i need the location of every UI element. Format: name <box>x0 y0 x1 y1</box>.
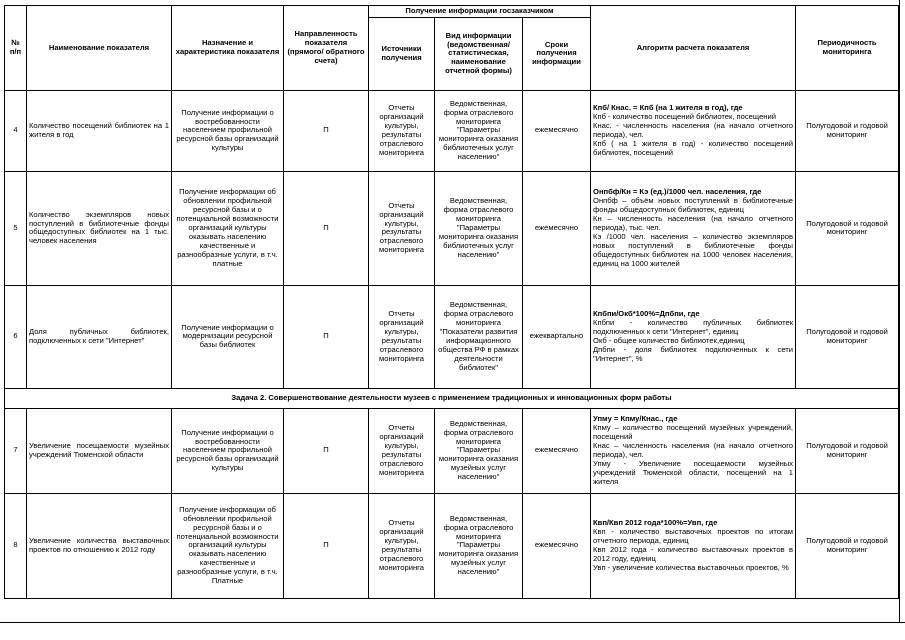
algorithm-line: Кнас. - численность населения (на начало отчетного периода), чел. <box>593 121 794 139</box>
algorithm-formula: Упму = Кпму/Кнас., где <box>593 414 678 424</box>
row-deadline: ежемесячно <box>523 171 591 285</box>
row-name: Увеличение количества выставочных проектов по отношению к 2012 году <box>27 493 172 598</box>
row-num: 7 <box>5 408 27 493</box>
algorithm-line: Кпб - количество посещений библиотек, посещений <box>593 112 776 122</box>
algorithm-line: Квп - количество выставочных проектов по итогам отчетного периода, единиц <box>593 527 794 545</box>
row-algorithm <box>591 285 796 388</box>
algorithm-line: Онпбф – объём новых поступлений в библиотечные фонды общедоступных библиотек, единиц <box>593 196 794 215</box>
algorithm-line: Кнас – численность населения (на начало отчетного периода), чел. <box>593 441 794 459</box>
algorithm-line: Упму - Увеличение посещаемости музейных учреждений Тюменской области, посещений на 1 жителя <box>593 458 794 486</box>
row-deadline: ежемесячно <box>523 493 591 598</box>
algorithm-line: Дпбпи - доля библиотек подключенных к сети "Интернет", % <box>593 344 794 363</box>
scan-line-bottom <box>0 622 905 623</box>
row-info-type: Ведомственная, форма отраслевого мониторинга "Параметры мониторинга оказания библиотечных услуг населению" <box>435 171 523 285</box>
algorithm-line: Кэ /1000 чел. населения – количество экземпляров новых поступлений в библиотечные фонды общедоступных библиотек на 1000 человек населения, единиц на 1000 жителей <box>593 231 794 268</box>
col-info-type-header: Вид информации (ведомственная/ статистическая, наименование отчетной формы) <box>435 17 523 90</box>
row-periodicity: Полугодовой и годовой мониторинг <box>796 408 899 493</box>
col-sources-header: Источники получения <box>369 17 435 90</box>
algorithm-line: Окб - общее количество библиотек,единиц <box>593 335 745 345</box>
row-periodicity: Полугодовой и годовой мониторинг <box>796 171 899 285</box>
row-periodicity: Полугодовой и годовой мониторинг <box>796 285 899 388</box>
row-algorithm <box>591 408 796 493</box>
row-sources: Отчеты организаций культуры, результаты отраслевого мониторинга <box>369 171 435 285</box>
table-row <box>5 90 899 171</box>
row-direction: П <box>284 90 369 171</box>
col-algorithm-header: Алгоритм расчета показателя <box>591 6 796 91</box>
algorithm-line: Кпб ( на 1 жителя в год) - количество посещений библиотек, посещений <box>593 138 794 157</box>
algorithm-formula: Кпб/ Кнас. = Кпб (на 1 жителя в год), где <box>593 103 743 113</box>
table-row <box>5 171 899 285</box>
row-info-type: Ведомственная, форма отраслевого мониторинга "Параметры мониторинга оказания музейных услуг населению" <box>435 408 523 493</box>
row-num: 5 <box>5 171 27 285</box>
row-info-type: Ведомственная, форма отраслевого мониторинга "Параметры мониторинга оказания библиотечных услуг населению" <box>435 90 523 171</box>
algorithm-formula: Онпбф/Кн = Кэ (ед.)/1000 чел. населения, где <box>593 187 762 197</box>
indicator-table <box>4 5 899 599</box>
table-row <box>5 493 899 598</box>
col-deadline-header: Сроки получения информации <box>523 17 591 90</box>
table-row <box>5 408 899 493</box>
algorithm-line: Увп - увеличение количества выставочных проектов, % <box>593 562 789 572</box>
row-sources: Отчеты организаций культуры, результаты отраслевого мониторинга <box>369 493 435 598</box>
row-sources: Отчеты организаций культуры, результаты отраслевого мониторинга <box>369 90 435 171</box>
row-purpose: Получение информации об обновлении профильной ресурсной базы и о потенциальной возможности организаций культуры оказывать населению качественные и разнообразные услуги, в т.ч. платные <box>172 171 284 285</box>
algorithm-line: Квп 2012 года - количество выставочных проектов в 2012 году, единиц <box>593 544 794 563</box>
row-name: Количество посещений библиотек на 1 жителя в год <box>27 90 172 171</box>
row-deadline: ежемесячно <box>523 90 591 171</box>
row-algorithm <box>591 171 796 285</box>
row-direction: П <box>284 408 369 493</box>
row-name: Увеличение посещаемости музейных учреждений Тюменской области <box>27 408 172 493</box>
header-row-top <box>5 6 899 18</box>
row-algorithm <box>591 493 796 598</box>
group-header: Получение информации госзаказчиком <box>369 6 591 18</box>
row-algorithm <box>591 90 796 171</box>
row-periodicity: Полугодовой и годовой мониторинг <box>796 90 899 171</box>
table-row <box>5 285 899 388</box>
row-num: 6 <box>5 285 27 388</box>
row-sources: Отчеты организаций культуры, результаты отраслевого мониторинга <box>369 408 435 493</box>
row-purpose: Получение информации о модернизации ресурсной базы библиотек <box>172 285 284 388</box>
task-row <box>5 388 899 408</box>
col-periodicity-header: Периодичность мониторинга <box>796 6 899 91</box>
algorithm-line: Кпбпи - количество публичных библиотек подключенных к сети "Интернет", единиц <box>593 318 794 336</box>
algorithm-line: Кн – численность населения (на начало отчетного периода), тыс. чел. <box>593 214 794 232</box>
row-periodicity: Полугодовой и годовой мониторинг <box>796 493 899 598</box>
col-purpose-header: Назначение и характеристика показателя <box>172 6 284 91</box>
col-name-header: Наименование показателя <box>27 6 172 91</box>
col-direction-header: Направленность показателя (прямого/ обратного счета) <box>284 6 369 91</box>
row-name: Доля публичных библиотек, подключенных к сети "Интернет" <box>27 285 172 388</box>
scan-line-right <box>899 0 900 622</box>
row-sources: Отчеты организаций культуры, результаты отраслевого мониторинга <box>369 285 435 388</box>
row-num: 4 <box>5 90 27 171</box>
row-deadline: ежемесячно <box>523 408 591 493</box>
row-direction: П <box>284 171 369 285</box>
algorithm-formula: Квп/Квп 2012 года*100%=Увп, где <box>593 518 718 528</box>
row-info-type: Ведомственная, форма отраслевого мониторинга "Параметры мониторинга оказания музейных услуг населению" <box>435 493 523 598</box>
row-info-type: Ведомственная, форма отраслевого мониторинга "Показатели развития информационного общества РФ в рамках деятельности библиотек" <box>435 285 523 388</box>
col-num-header: № п/п <box>5 6 27 91</box>
row-direction: П <box>284 285 369 388</box>
row-purpose: Получение информации о востребованности населением профильной ресурсной базы организаций культуры <box>172 90 284 171</box>
row-purpose: Получение информации об обновлении профильной ресурсной базы и о потенциальной возможности организаций культуры оказывать населению качественные и разнообразные услуги, в т.ч. Платные <box>172 493 284 598</box>
row-name: Количество экземпляров новых поступлений в библиотечные фонды общедоступных библиотек на 1 тыс. человек населения <box>27 171 172 285</box>
task-title: Задача 2. Совершенствование деятельности музеев с применением традиционных и инновационных форм работы <box>5 388 899 408</box>
algorithm-formula: Кпбпи/Окб*100%=Дпбпи, где <box>593 309 700 319</box>
row-deadline: ежеквартально <box>523 285 591 388</box>
row-direction: П <box>284 493 369 598</box>
row-num: 8 <box>5 493 27 598</box>
algorithm-line: Кпму – количество посещений музейных учреждений, посещений <box>593 423 794 442</box>
row-purpose: Получение информации о востребованности населением профильной ресурсной базы организаций культуры <box>172 408 284 493</box>
